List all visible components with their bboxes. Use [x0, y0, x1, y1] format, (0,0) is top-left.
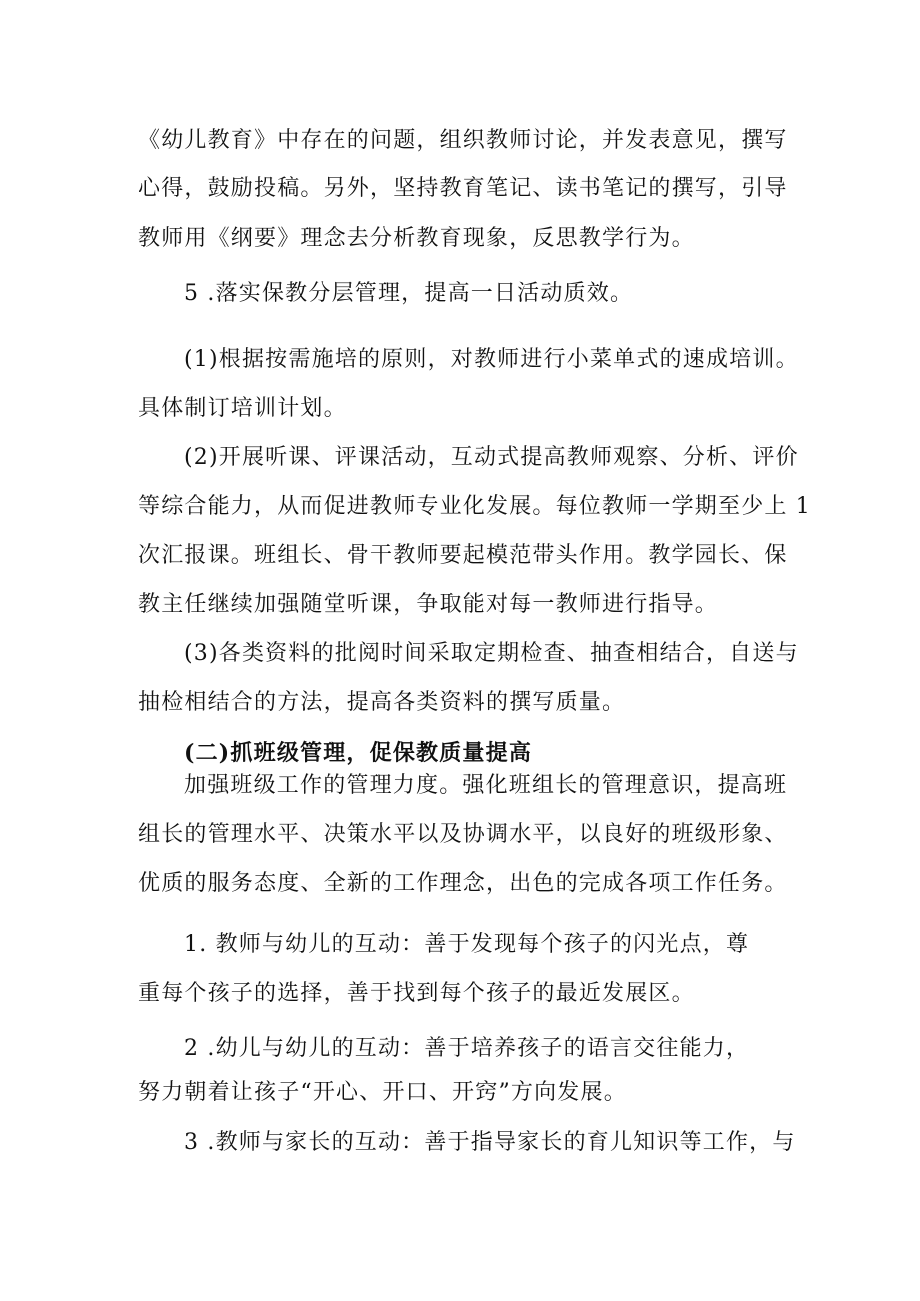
section-heading-class-management: (二)抓班级管理，促保教质量提高	[184, 740, 533, 766]
paragraph-class-management-line-2: 组长的管理水平、决策水平以及协调水平，以良好的班级形象、	[138, 822, 788, 847]
paragraph-point-1-line-2: 重每个孩子的选择，善于找到每个孩子的最近发展区。	[138, 981, 695, 1006]
paragraph-item-2-line-4: 教主任继续加强随堂听课，争取能对每一教师进行指导。	[138, 592, 719, 617]
paragraph-item-2-line-3: 次汇报课。班组长、骨干教师要起模范带头作用。教学园长、保	[138, 543, 788, 568]
paragraph-item-2-line-2: 等综合能力，从而促进教师专业化发展。每位教师一学期至少上 1	[138, 494, 811, 519]
paragraph-line-1: 《幼儿教育》中存在的问题，组织教师讨论，并发表意见，撰写	[138, 128, 788, 153]
paragraph-item-3-line-1: (3)各类资料的批阅时间采取定期检查、抽查相结合，自送与	[184, 641, 799, 666]
paragraph-class-management-line-3: 优质的服务态度、全新的工作理念，出色的完成各项工作任务。	[138, 871, 788, 896]
paragraph-point-3-line-1: 3 .教师与家长的互动：善于指导家长的育儿知识等工作，与	[184, 1130, 796, 1155]
section-item-5-heading: 5 .落实保教分层管理，提高一日活动质效。	[184, 281, 634, 306]
paragraph-point-2-line-2: 努力朝着让孩子“开心、开口、开窍”方向发展。	[138, 1080, 627, 1105]
paragraph-point-2-line-1: 2 .幼儿与幼儿的互动：善于培养孩子的语言交往能力，	[184, 1036, 750, 1061]
paragraph-item-2-line-1: (2)开展听课、评课活动，互动式提高教师观察、分析、评价	[184, 445, 799, 470]
paragraph-class-management-line-1: 加强班级工作的管理力度。强化班组长的管理意识，提高班	[184, 773, 788, 798]
paragraph-line-2: 心得，鼓励投稿。另外，坚持教育笔记、读书笔记的撰写，引导	[138, 176, 788, 201]
paragraph-point-1-line-1: 1. 教师与幼儿的互动：善于发现每个孩子的闪光点，尊	[184, 932, 750, 957]
paragraph-item-1-line-1: (1)根据按需施培的原则，对教师进行小菜单式的速成培训。	[184, 347, 799, 372]
paragraph-item-1-line-2: 具体制订培训计划。	[138, 396, 347, 421]
paragraph-item-3-line-2: 抽检相结合的方法，提高各类资料的撰写质量。	[138, 690, 626, 715]
paragraph-line-3: 教师用《纲要》理念去分析教育现象，反思教学行为。	[138, 226, 695, 251]
